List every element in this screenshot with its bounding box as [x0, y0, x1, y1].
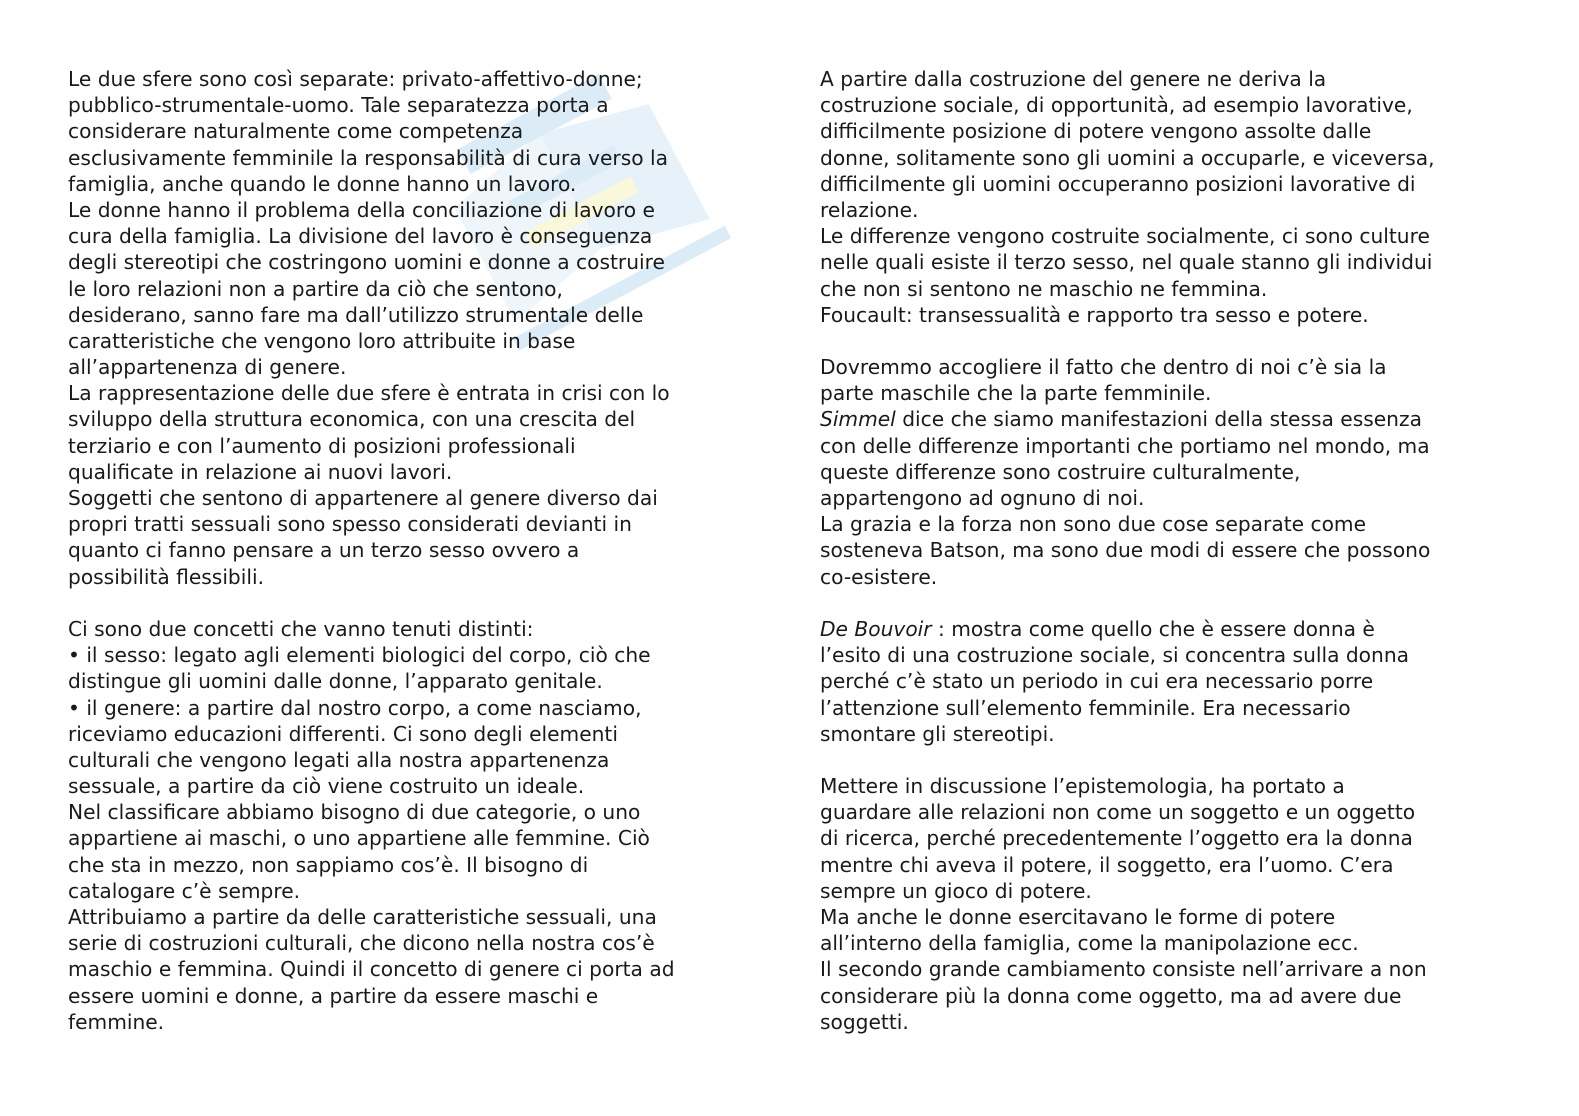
text-line: Le donne hanno il problema della conciliazione di lavoro e [68, 197, 655, 222]
text-line [820, 616, 1520, 642]
text-line: propri tratti sessuali sono spesso considerati devianti in [68, 512, 632, 537]
text-line: culturali che vengono legati alla nostra appartenenza [68, 747, 610, 772]
text-line: sosteneva Batson, ma sono due modi di essere che possono [820, 538, 1431, 563]
text-line: La grazia e la forza non sono due cose separate come [820, 512, 1367, 537]
text-line: le loro relazioni non a partire da ciò che sentono, [68, 276, 563, 301]
text-line: considerare naturalmente come competenza [68, 119, 524, 144]
text-line: Ci sono due concetti che vanno tenuti distinti: [68, 616, 534, 641]
text-line: costruzione sociale, di opportunità, ad esempio lavorative, [820, 93, 1413, 118]
text-line: perché c’è stato un periodo in cui era necessario porre [820, 669, 1374, 694]
text-line: pubblico-strumentale-uomo. Tale separatezza porta a [68, 93, 609, 118]
text-line: quanto ci fanno pensare a un terzo sesso ovvero a [68, 538, 580, 563]
text-line: smontare gli stereotipi. [820, 721, 1055, 746]
text-line: caratteristiche che vengono loro attribuite in base [68, 328, 576, 353]
text-line: queste differenze sono costruire culturalmente, [820, 459, 1301, 484]
text-line: maschio e femmina. Quindi il concetto di genere ci porta ad [68, 957, 675, 982]
text-line: co-esistere. [820, 564, 938, 589]
text-line: di ricerca, perché precedentemente l’oggetto era la donna [820, 826, 1413, 851]
text-line: sviluppo della struttura economica, con una crescita del [68, 407, 636, 432]
bullet-line: • il sesso: legato agli elementi biologici del corpo, ciò che [68, 643, 651, 668]
text-line [820, 406, 1520, 432]
text-line: difficilmente gli uomini occuperanno posizioni lavorative di [820, 171, 1416, 196]
paragraph-gap [820, 328, 1520, 354]
text-line: difficilmente posizione di potere vengono assolte dalle [820, 119, 1372, 144]
text-line: femmine. [68, 1009, 165, 1034]
text-line: Mettere in discussione l’epistemologia, ha portato a [820, 774, 1345, 799]
text-line: soggetti. [820, 1009, 909, 1034]
text-line: Nel classificare abbiamo bisogno di due categorie, o uno [68, 800, 641, 825]
text-line: terziario e con l’aumento di posizioni professionali [68, 433, 576, 458]
text-line: all’appartenenza di genere. [68, 355, 347, 380]
text-line: appartengono ad ognuno di noi. [820, 486, 1145, 510]
text-line: appartiene ai maschi, o uno appartiene alle femmine. Ciò [68, 826, 650, 851]
text-line: che non si sentono ne maschio ne femmina. [820, 276, 1268, 301]
text-line: Attribuiamo a partire da delle caratteristiche sessuali, una [68, 905, 657, 929]
text-line: con delle differenze importanti che portiamo nel mondo, ma [820, 433, 1430, 458]
author-name-simmel: Simmel [820, 407, 896, 432]
right-text-column [820, 66, 1520, 1035]
paragraph-gap [68, 590, 758, 616]
text-line: La rappresentazione delle due sfere è entrata in crisi con lo [68, 381, 670, 406]
text-line: parte maschile che la parte femminile. [820, 381, 1212, 406]
text-line: l’attenzione sull’elemento femminile. Era necessario [820, 695, 1351, 720]
text-line: A partire dalla costruzione del genere ne deriva la [820, 67, 1327, 91]
text-line: che sta in mezzo, non sappiamo cos’è. Il bisogno di [68, 852, 589, 877]
text-line: donne, solitamente sono gli uomini a occuparle, e viceversa, [820, 145, 1435, 170]
text-line: nelle quali esiste il terzo sesso, nel quale stanno gli individui [820, 250, 1433, 275]
text-line: Soggetti che sentono di appartenere al genere diverso dai [68, 486, 658, 510]
text-line: Le differenze vengono costruite socialmente, ci sono culture [820, 224, 1430, 249]
text-line: catalogare c’è sempre. [68, 878, 301, 903]
left-text-column [68, 66, 758, 1035]
text-line: essere uomini e donne, a partire da essere maschi e [68, 983, 599, 1008]
text-line: guardare alle relazioni non come un soggetto e un oggetto [820, 800, 1416, 825]
text-line: qualificate in relazione ai nuovi lavori. [68, 459, 453, 484]
paragraph-gap [820, 747, 1520, 773]
text-line: cura della famiglia. La divisione del lavoro è conseguenza [68, 224, 653, 249]
text-line: riceviamo educazioni differenti. Ci sono degli elementi [68, 721, 618, 746]
text-fragment: dice che siamo manifestazioni della stessa essenza [895, 407, 1422, 432]
text-line: degli stereotipi che costringono uomini e donne a costruire [68, 250, 665, 275]
text-line: Le due sfere sono così separate: privato-affettivo-donne; [68, 67, 643, 91]
text-line: sessuale, a partire da ciò viene costruito un ideale. [68, 774, 585, 799]
author-name-de-bouvoir: De Bouvoir [820, 616, 932, 641]
text-line: mentre chi aveva il potere, il soggetto, era l’uomo. C’era [820, 852, 1394, 877]
text-line: considerare più la donna come oggetto, ma ad avere due [820, 983, 1402, 1008]
text-line: l’esito di una costruzione sociale, si concentra sulla donna [820, 643, 1409, 668]
text-line: esclusivamente femminile la responsabilità di cura verso la [68, 145, 668, 170]
text-line: all’interno della famiglia, come la manipolazione ecc. [820, 931, 1359, 956]
text-line: serie di costruzioni culturali, che dicono nella nostra cos’è [68, 931, 655, 956]
text-line: Ma anche le donne esercitavano le forme di potere [820, 905, 1336, 929]
text-line: sempre un gioco di potere. [820, 878, 1092, 903]
paragraph-gap [820, 590, 1520, 616]
text-line: Dovremmo accogliere il fatto che dentro di noi c’è sia la [820, 355, 1387, 380]
text-line: distingue gli uomini dalle donne, l’apparato genitale. [68, 669, 603, 694]
text-line: possibilità flessibili. [68, 564, 264, 589]
text-line: Il secondo grande cambiamento consiste nell’arrivare a non [820, 957, 1427, 982]
text-fragment: : mostra come quello che è essere donna è [931, 616, 1375, 641]
text-line: famiglia, anche quando le donne hanno un lavoro. [68, 171, 577, 196]
text-line: relazione. [820, 197, 919, 222]
text-line: desiderano, sanno fare ma dall’utilizzo strumentale delle [68, 302, 644, 327]
bullet-line: • il genere: a partire dal nostro corpo, a come nasciamo, [68, 695, 642, 720]
text-line: Foucault: transessualità e rapporto tra sesso e potere. [820, 302, 1369, 327]
